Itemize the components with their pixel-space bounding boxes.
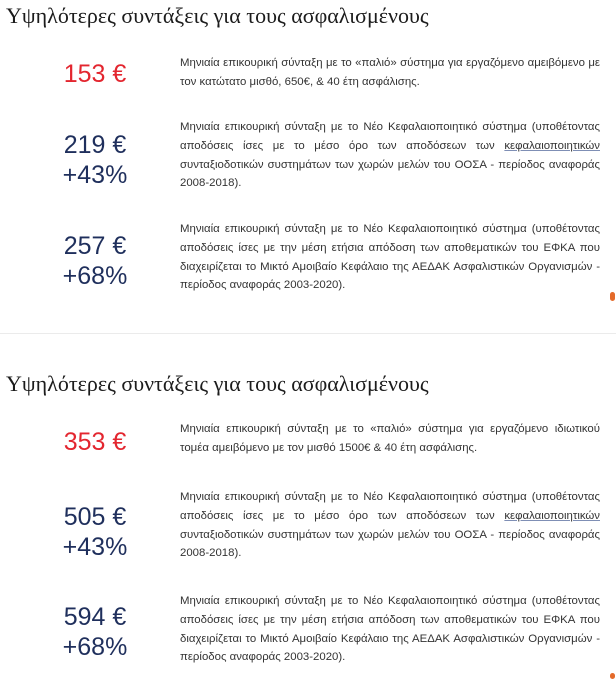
panel-title: Υψηλότερες συντάξεις για τους ασφαλισμένους [6,371,429,396]
amount-efka-scenario [20,602,170,662]
amount-value: 353 € [63,428,127,456]
amount-value: 505 € [63,503,127,531]
percent-increase: +68% [62,262,128,290]
underlined-keyword: κεφαλαιοποιητικών [504,509,600,522]
slide-corner-mark-icon [610,292,615,301]
amount-old-system [20,427,170,457]
description-old-system: Μηνιαία επικουρική σύνταξη με το «παλιό» σύστημα για εργαζόμενο αμειβόμενο με τον κατώτατο μισθό, 650€, & 40 έτη ασφάλισης. [180,57,600,88]
percent-increase: +43% [62,161,128,189]
panel-divider [0,333,616,334]
description-oecd-scenario: Μηνιαία επικουρική σύνταξη με το Νέο Κεφαλαιοποιητικό σύστημα (υποθέτοντας αποδόσεις ίσες με το μέσο όρο των αποδόσεων των κεφαλαιοποιητικών συνταξιοδοτικών συστημάτων των χωρών μελών του ΟΟΣΑ - περίοδος αναφοράς 2008-2018). [180,491,600,560]
amount-efka-scenario [20,231,170,291]
underlined-keyword: κεφαλαιοποιητικών [504,139,600,152]
amount-oecd-scenario [20,502,170,562]
amount-old-system [20,59,170,89]
slide-panel-1500-wage [0,356,616,683]
description-efka-scenario: Μηνιαία επικουρική σύνταξη με το Νέο Κεφαλαιοποιητικό σύστημα (υποθέτοντας αποδόσεις ίσες με την μέση ετήσια απόδοση των αποθεματικών του ΕΦΚΑ που διαχειρίζεται το Μικτό Αμοιβαίο Κεφάλαιο της ΑΕΔΑΚ Ασφαλιστικών Οργανισμών - περίοδος αναφοράς 2003-2020). [180,595,600,664]
amount-value: 219 € [63,131,127,159]
slide-corner-mark-icon [610,673,615,679]
description-efka-scenario: Μηνιαία επικουρική σύνταξη με το Νέο Κεφαλαιοποιητικό σύστημα (υποθέτοντας αποδόσεις ίσες με την μέση ετήσια απόδοση των αποθεματικών του ΕΦΚΑ που διαχειρίζεται το Μικτό Αμοιβαίο Κεφάλαιο της ΑΕΔΑΚ Ασφαλιστικών Οργανισμών - περίοδος αναφοράς 2003-2020). [180,223,600,292]
amount-value: 153 € [63,60,127,88]
percent-increase: +43% [62,533,128,561]
amount-value: 257 € [63,232,127,260]
amount-oecd-scenario [20,130,170,190]
slide-panel-minimum-wage [0,0,616,318]
panel-title: Υψηλότερες συντάξεις για τους ασφαλισμένους [6,3,429,28]
description-old-system: Μηνιαία επικουρική σύνταξη με το «παλιό» σύστημα για εργαζόμενο ιδιωτικού τομέα αμειβόμενο με τον μισθό 1500€ & 40 έτη ασφάλισης. [180,423,600,454]
percent-increase: +68% [62,633,128,661]
description-oecd-scenario: Μηνιαία επικουρική σύνταξη με το Νέο Κεφαλαιοποιητικό σύστημα (υποθέτοντας αποδόσεις ίσες με το μέσο όρο των αποδόσεων των κεφαλαιοποιητικών συνταξιοδοτικών συστημάτων των χωρών μελών του ΟΟΣΑ - περίοδος αναφοράς 2008-2018). [180,121,600,190]
amount-value: 594 € [63,603,127,631]
